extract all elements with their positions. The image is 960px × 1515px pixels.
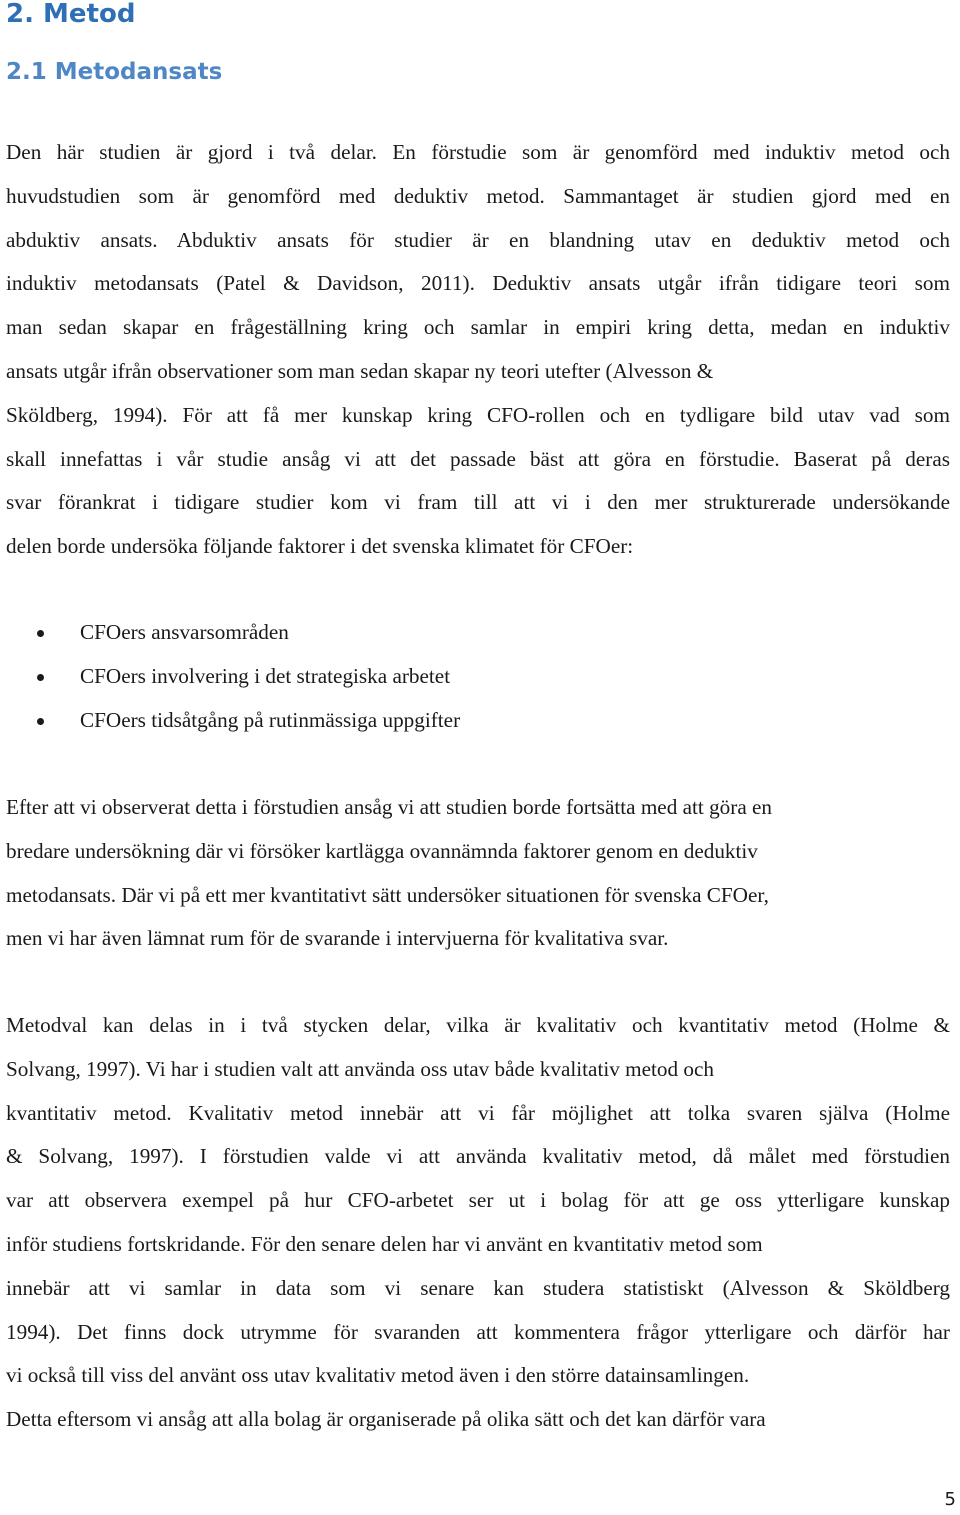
text-line: huvudstudien som är genomförd med deduktiv metod. Sammantaget är studien gjord med en — [6, 183, 950, 208]
chapter-heading: 2. Metod — [6, 0, 136, 29]
list-item — [6, 611, 460, 655]
text-line: kvantitativ metod. Kvalitativ metod innebär att vi får möjlighet att tolka svaren själva (Holme — [6, 1100, 950, 1125]
text-line: Metodval kan delas in i två stycken delar, vilka är kvalitativ och kvantitativ metod (Holme & — [6, 1013, 950, 1037]
text-line: 1994). Det finns dock utrymme för svaranden att kommentera frågor ytterligare och därför har — [6, 1319, 950, 1344]
page-number: 5 — [944, 1489, 956, 1510]
text-line: metodansats. Där vi på ett mer kvantitativt sätt undersöker situationen för svenska CFOer, — [6, 882, 769, 907]
factor-list — [6, 611, 460, 742]
text-line: abduktiv ansats. Abduktiv ansats för studier är en blandning utav en deduktiv metod och — [6, 227, 950, 252]
text-line: inför studiens fortskridande. För den senare delen har vi använt en kvantitativ metod som — [6, 1231, 763, 1256]
text-line: man sedan skapar en frågeställning kring och samlar in empiri kring detta, medan en induktiv — [6, 315, 950, 340]
paragraph-observation — [6, 786, 916, 961]
text-line: Sköldberg, 1994). För att få mer kunskap kring CFO-rollen och en tydligare bild utav vad som — [6, 402, 950, 427]
text-line: men vi har även lämnat rum för de svarande i intervjuerna för kvalitativa svar. — [6, 926, 669, 951]
text-line: Den här studien är gjord i två delar. En förstudie som är genomförd med induktiv metod och — [6, 140, 950, 164]
list-item-text: CFOers involvering i det strategiska arbetet — [80, 663, 451, 688]
paragraph-method-choice — [6, 1004, 950, 1442]
section-heading: 2.1 Metodansats — [6, 59, 223, 85]
text-line: Efter att vi observerat detta i förstudien ansåg vi att studien borde fortsätta med att göra en — [6, 795, 773, 819]
paragraph-intro — [6, 131, 950, 569]
bullet-icon — [37, 718, 44, 725]
text-line: vi också till viss del använt oss utav kvalitativ metod även i den större datainsamlingen. — [6, 1363, 750, 1388]
text-line: Detta eftersom vi ansåg att alla bolag är organiserade på olika sätt och det kan därför vara — [6, 1407, 766, 1432]
text-line: svar förankrat i tidigare studier kom vi fram till att vi i den mer strukturerade undersökande — [6, 490, 950, 515]
bullet-icon — [37, 674, 44, 681]
list-item — [6, 655, 460, 699]
text-line: var att observera exempel på hur CFO-arbetet ser ut i bolag för att ge oss ytterligare kunskap — [6, 1188, 950, 1213]
text-line: Solvang, 1997). Vi har i studien valt att använda oss utav både kvalitativ metod och — [6, 1056, 714, 1081]
text-line: induktiv metodansats (Patel & Davidson, 2011). Deduktiv ansats utgår ifrån tidigare teori som — [6, 271, 950, 296]
list-item — [6, 699, 460, 743]
list-item-text: CFOers tidsåtgång på rutinmässiga uppgifter — [80, 707, 461, 732]
list-item-text: CFOers ansvarsområden — [80, 620, 289, 644]
text-line: & Solvang, 1997). I förstudien valde vi att använda kvalitativ metod, då målet med förstudien — [6, 1144, 950, 1169]
bullet-icon — [37, 630, 44, 637]
text-line: bredare undersökning där vi försöker kartlägga ovannämnda faktorer genom en deduktiv — [6, 838, 758, 863]
text-line: ansats utgår ifrån observationer som man sedan skapar ny teori utefter (Alvesson & — [6, 358, 714, 383]
text-line: skall innefattas i vår studie ansåg vi att det passade bäst att göra en förstudie. Baserat på deras — [6, 446, 950, 471]
text-line: delen borde undersöka följande faktorer i det svenska klimatet för CFOer: — [6, 534, 634, 559]
text-line: innebär att vi samlar in data som vi senare kan studera statistiskt (Alvesson & Sköldberg — [6, 1275, 950, 1300]
